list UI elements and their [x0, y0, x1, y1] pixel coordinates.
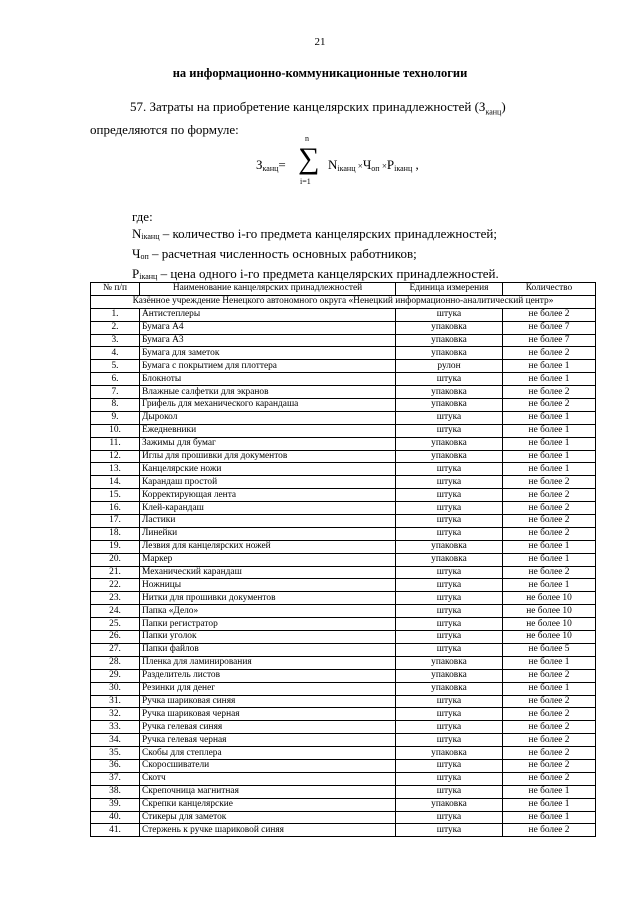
- item-name: Карандаш простой: [140, 476, 396, 489]
- table-row: [91, 515, 596, 528]
- quantity: не более 2: [503, 734, 596, 747]
- table-row: [91, 592, 596, 605]
- item-name: Дырокол: [140, 411, 396, 424]
- row-number: 37.: [91, 772, 140, 785]
- quantity: не более 2: [503, 695, 596, 708]
- unit: упаковка: [396, 450, 503, 463]
- quantity: не более 2: [503, 386, 596, 399]
- quantity: не более 1: [503, 411, 596, 424]
- item-name: Папки регистратор: [140, 618, 396, 631]
- table-row: [91, 721, 596, 734]
- row-number: 8.: [91, 399, 140, 412]
- row-number: 12.: [91, 450, 140, 463]
- item-name: Лезвия для канцелярских ножей: [140, 540, 396, 553]
- table-row: [91, 682, 596, 695]
- table-row: [91, 527, 596, 540]
- item-name: Ручка гелевая черная: [140, 734, 396, 747]
- unit: штука: [396, 502, 503, 515]
- table-row: [91, 618, 596, 631]
- unit: штука: [396, 463, 503, 476]
- item-name: Скрепки канцелярские: [140, 798, 396, 811]
- quantity: не более 1: [503, 553, 596, 566]
- quantity: не более 2: [503, 824, 596, 837]
- table-row: [91, 772, 596, 785]
- row-number: 33.: [91, 721, 140, 734]
- quantity: не более 2: [503, 527, 596, 540]
- table-row: [91, 669, 596, 682]
- section-heading: на информационно-коммуникационные технологии: [172, 66, 468, 80]
- unit: штука: [396, 811, 503, 824]
- item-name: Клей-карандаш: [140, 502, 396, 515]
- row-number: 6.: [91, 373, 140, 386]
- unit: штука: [396, 824, 503, 837]
- unit: штука: [396, 566, 503, 579]
- table-row: [91, 360, 596, 373]
- item-name: Папка «Дело»: [140, 605, 396, 618]
- unit: штука: [396, 308, 503, 321]
- paragraph-subscript: канц: [485, 107, 502, 117]
- item-name: Механический карандаш: [140, 566, 396, 579]
- table-row: [91, 334, 596, 347]
- unit: упаковка: [396, 682, 503, 695]
- unit: рулон: [396, 360, 503, 373]
- item-name: Папки файлов: [140, 643, 396, 656]
- table-row: [91, 656, 596, 669]
- quantity: не более 7: [503, 334, 596, 347]
- unit: штука: [396, 772, 503, 785]
- table-row: [91, 734, 596, 747]
- supplies-table: [90, 282, 596, 837]
- item-name: Скотч: [140, 772, 396, 785]
- paragraph-57: [90, 98, 595, 138]
- row-number: 28.: [91, 656, 140, 669]
- table-row: [91, 759, 596, 772]
- unit: штука: [396, 695, 503, 708]
- page-number: 21: [314, 36, 326, 48]
- table-row: [91, 540, 596, 553]
- item-name: Линейки: [140, 527, 396, 540]
- row-number: 32.: [91, 708, 140, 721]
- quantity: не более 2: [503, 515, 596, 528]
- row-number: 41.: [91, 824, 140, 837]
- table-row: [91, 489, 596, 502]
- unit: упаковка: [396, 399, 503, 412]
- row-number: 18.: [91, 527, 140, 540]
- quantity: не более 10: [503, 631, 596, 644]
- row-number: 2.: [91, 321, 140, 334]
- quantity: не более 2: [503, 476, 596, 489]
- item-name: Пленка для ламинирования: [140, 656, 396, 669]
- unit: штука: [396, 708, 503, 721]
- row-number: 21.: [91, 566, 140, 579]
- unit: штука: [396, 527, 503, 540]
- row-number: 40.: [91, 811, 140, 824]
- table-row: [91, 373, 596, 386]
- formula-body: $N_{iканц} \times Ч_{оп} \times P_{iканц}$ ,: [328, 157, 419, 173]
- summation-upper: n: [305, 134, 309, 143]
- row-number: 29.: [91, 669, 140, 682]
- quantity: не более 10: [503, 618, 596, 631]
- table-row: [91, 579, 596, 592]
- unit: штука: [396, 785, 503, 798]
- table-row: [91, 411, 596, 424]
- unit: упаковка: [396, 669, 503, 682]
- quantity: не более 2: [503, 566, 596, 579]
- quantity: не более 2: [503, 669, 596, 682]
- organization-name: Казённое учреждение Ненецкого автономного округа «Ненецкий информационно-аналитический центр»: [91, 295, 596, 308]
- row-number: 19.: [91, 540, 140, 553]
- table-row: [91, 695, 596, 708]
- unit: штука: [396, 759, 503, 772]
- row-number: 34.: [91, 734, 140, 747]
- item-name: Зажимы для бумаг: [140, 437, 396, 450]
- paragraph-line-2: определяются по формуле:: [90, 121, 239, 137]
- row-number: 22.: [91, 579, 140, 592]
- item-name: Разделитель листов: [140, 669, 396, 682]
- row-number: 17.: [91, 515, 140, 528]
- quantity: не более 1: [503, 579, 596, 592]
- row-number: 31.: [91, 695, 140, 708]
- quantity: не более 2: [503, 308, 596, 321]
- unit: штука: [396, 424, 503, 437]
- paragraph-line-1: [90, 98, 595, 121]
- row-number: 13.: [91, 463, 140, 476]
- legend-item: $Ч_{оп}$ – расчетная численность основных работников;: [132, 246, 417, 261]
- unit: упаковка: [396, 553, 503, 566]
- table-row: [91, 308, 596, 321]
- quantity: не более 1: [503, 373, 596, 386]
- item-name: Влажные салфетки для экранов: [140, 386, 396, 399]
- table-row: [91, 631, 596, 644]
- row-number: 5.: [91, 360, 140, 373]
- unit: штука: [396, 411, 503, 424]
- row-number: 35.: [91, 747, 140, 760]
- row-number: 27.: [91, 643, 140, 656]
- table-row: [91, 643, 596, 656]
- unit: штука: [396, 721, 503, 734]
- quantity: не более 2: [503, 721, 596, 734]
- table-row: [91, 798, 596, 811]
- legend-item: $P_{iканц}$ – цена одного i-го предмета канцелярских принадлежностей.: [132, 266, 499, 281]
- legend-item: $N_{iканц}$ – количество i-го предмета канцелярских принадлежностей;: [132, 226, 497, 241]
- quantity: не более 1: [503, 785, 596, 798]
- row-number: 30.: [91, 682, 140, 695]
- quantity: не более 2: [503, 502, 596, 515]
- unit: упаковка: [396, 437, 503, 450]
- item-name: Резинки для денег: [140, 682, 396, 695]
- unit: упаковка: [396, 321, 503, 334]
- paragraph-text: 57. Затраты на приобретение канцелярских принадлежностей (З: [130, 99, 486, 114]
- unit: штука: [396, 734, 503, 747]
- quantity: не более 1: [503, 450, 596, 463]
- item-name: Корректирующая лента: [140, 489, 396, 502]
- item-name: Бумага А3: [140, 334, 396, 347]
- table-row: [91, 708, 596, 721]
- table-row: [91, 824, 596, 837]
- unit: упаковка: [396, 347, 503, 360]
- row-number: 20.: [91, 553, 140, 566]
- table-row: [91, 463, 596, 476]
- row-number: 3.: [91, 334, 140, 347]
- table-row: [91, 605, 596, 618]
- quantity: не более 1: [503, 463, 596, 476]
- quantity: не более 1: [503, 540, 596, 553]
- summation-lower: i=1: [300, 177, 311, 186]
- row-number: 39.: [91, 798, 140, 811]
- unit: штука: [396, 515, 503, 528]
- row-number: 9.: [91, 411, 140, 424]
- formula: [250, 134, 450, 190]
- quantity: не более 10: [503, 592, 596, 605]
- quantity: не более 2: [503, 399, 596, 412]
- quantity: не более 1: [503, 798, 596, 811]
- item-name: Блокноты: [140, 373, 396, 386]
- quantity: не более 7: [503, 321, 596, 334]
- unit: штука: [396, 605, 503, 618]
- row-number: 23.: [91, 592, 140, 605]
- quantity: не более 1: [503, 811, 596, 824]
- item-name: Скобы для степлера: [140, 747, 396, 760]
- table-row: [91, 553, 596, 566]
- table-row: [91, 347, 596, 360]
- item-name: Бумага с покрытием для плоттера: [140, 360, 396, 373]
- unit: упаковка: [396, 334, 503, 347]
- unit: штука: [396, 592, 503, 605]
- item-name: Иглы для прошивки для документов: [140, 450, 396, 463]
- quantity: не более 10: [503, 605, 596, 618]
- header-unit: Единица измерения: [396, 283, 503, 296]
- table-row: [91, 566, 596, 579]
- item-name: Ежедневники: [140, 424, 396, 437]
- item-name: Бумага для заметок: [140, 347, 396, 360]
- unit: штука: [396, 631, 503, 644]
- item-name: Скрепочница магнитная: [140, 785, 396, 798]
- item-name: Ручка шариковая синяя: [140, 695, 396, 708]
- item-name: Скоросшиватели: [140, 759, 396, 772]
- organization-row: [91, 295, 596, 308]
- item-name: Стикеры для заметок: [140, 811, 396, 824]
- item-name: Грифель для механического карандаша: [140, 399, 396, 412]
- unit: штука: [396, 489, 503, 502]
- row-number: 4.: [91, 347, 140, 360]
- table-row: [91, 450, 596, 463]
- quantity: не более 1: [503, 424, 596, 437]
- item-name: Антистеплеры: [140, 308, 396, 321]
- unit: штука: [396, 643, 503, 656]
- unit: упаковка: [396, 386, 503, 399]
- quantity: не более 1: [503, 437, 596, 450]
- item-name: Бумага А4: [140, 321, 396, 334]
- unit: штука: [396, 373, 503, 386]
- row-number: 14.: [91, 476, 140, 489]
- unit: штука: [396, 618, 503, 631]
- row-number: 24.: [91, 605, 140, 618]
- unit: штука: [396, 579, 503, 592]
- unit: упаковка: [396, 798, 503, 811]
- quantity: не более 2: [503, 772, 596, 785]
- quantity: не более 1: [503, 360, 596, 373]
- table-row: [91, 321, 596, 334]
- row-number: 10.: [91, 424, 140, 437]
- table-row: [91, 747, 596, 760]
- item-name: Канцелярские ножи: [140, 463, 396, 476]
- quantity: не более 2: [503, 747, 596, 760]
- unit: упаковка: [396, 540, 503, 553]
- unit: штука: [396, 476, 503, 489]
- legend-label: где:: [132, 209, 153, 224]
- row-number: 15.: [91, 489, 140, 502]
- item-name: Нитки для прошивки документов: [140, 592, 396, 605]
- item-name: Ручка шариковая черная: [140, 708, 396, 721]
- row-number: 38.: [91, 785, 140, 798]
- header-number: № п/п: [91, 283, 140, 296]
- table-row: [91, 785, 596, 798]
- quantity: не более 1: [503, 656, 596, 669]
- summation-sign: ∑: [298, 142, 320, 175]
- table-row: [91, 502, 596, 515]
- item-name: Маркер: [140, 553, 396, 566]
- row-number: 7.: [91, 386, 140, 399]
- quantity: не более 2: [503, 347, 596, 360]
- row-number: 1.: [91, 308, 140, 321]
- quantity: не более 2: [503, 708, 596, 721]
- quantity: не более 1: [503, 682, 596, 695]
- table-row: [91, 437, 596, 450]
- table-row: [91, 399, 596, 412]
- table-row: [91, 476, 596, 489]
- unit: упаковка: [396, 656, 503, 669]
- table-row: [91, 386, 596, 399]
- item-name: Стержень к ручке шариковой синяя: [140, 824, 396, 837]
- unit: упаковка: [396, 747, 503, 760]
- formula-lhs: $З_{канц}=$: [256, 157, 286, 173]
- row-number: 16.: [91, 502, 140, 515]
- table-row: [91, 424, 596, 437]
- legend-block: [132, 208, 499, 285]
- item-name: Ножницы: [140, 579, 396, 592]
- header-name: Наименование канцелярских принадлежностей: [140, 283, 396, 296]
- paragraph-close: ): [501, 99, 506, 114]
- quantity: не более 5: [503, 643, 596, 656]
- item-name: Ластики: [140, 515, 396, 528]
- quantity: не более 2: [503, 489, 596, 502]
- header-quantity: Количество: [503, 283, 596, 296]
- table-row: [91, 811, 596, 824]
- table-header-row: [91, 283, 596, 296]
- row-number: 26.: [91, 631, 140, 644]
- quantity: не более 2: [503, 759, 596, 772]
- row-number: 25.: [91, 618, 140, 631]
- row-number: 11.: [91, 437, 140, 450]
- item-name: Ручка гелевая синяя: [140, 721, 396, 734]
- row-number: 36.: [91, 759, 140, 772]
- item-name: Папки уголок: [140, 631, 396, 644]
